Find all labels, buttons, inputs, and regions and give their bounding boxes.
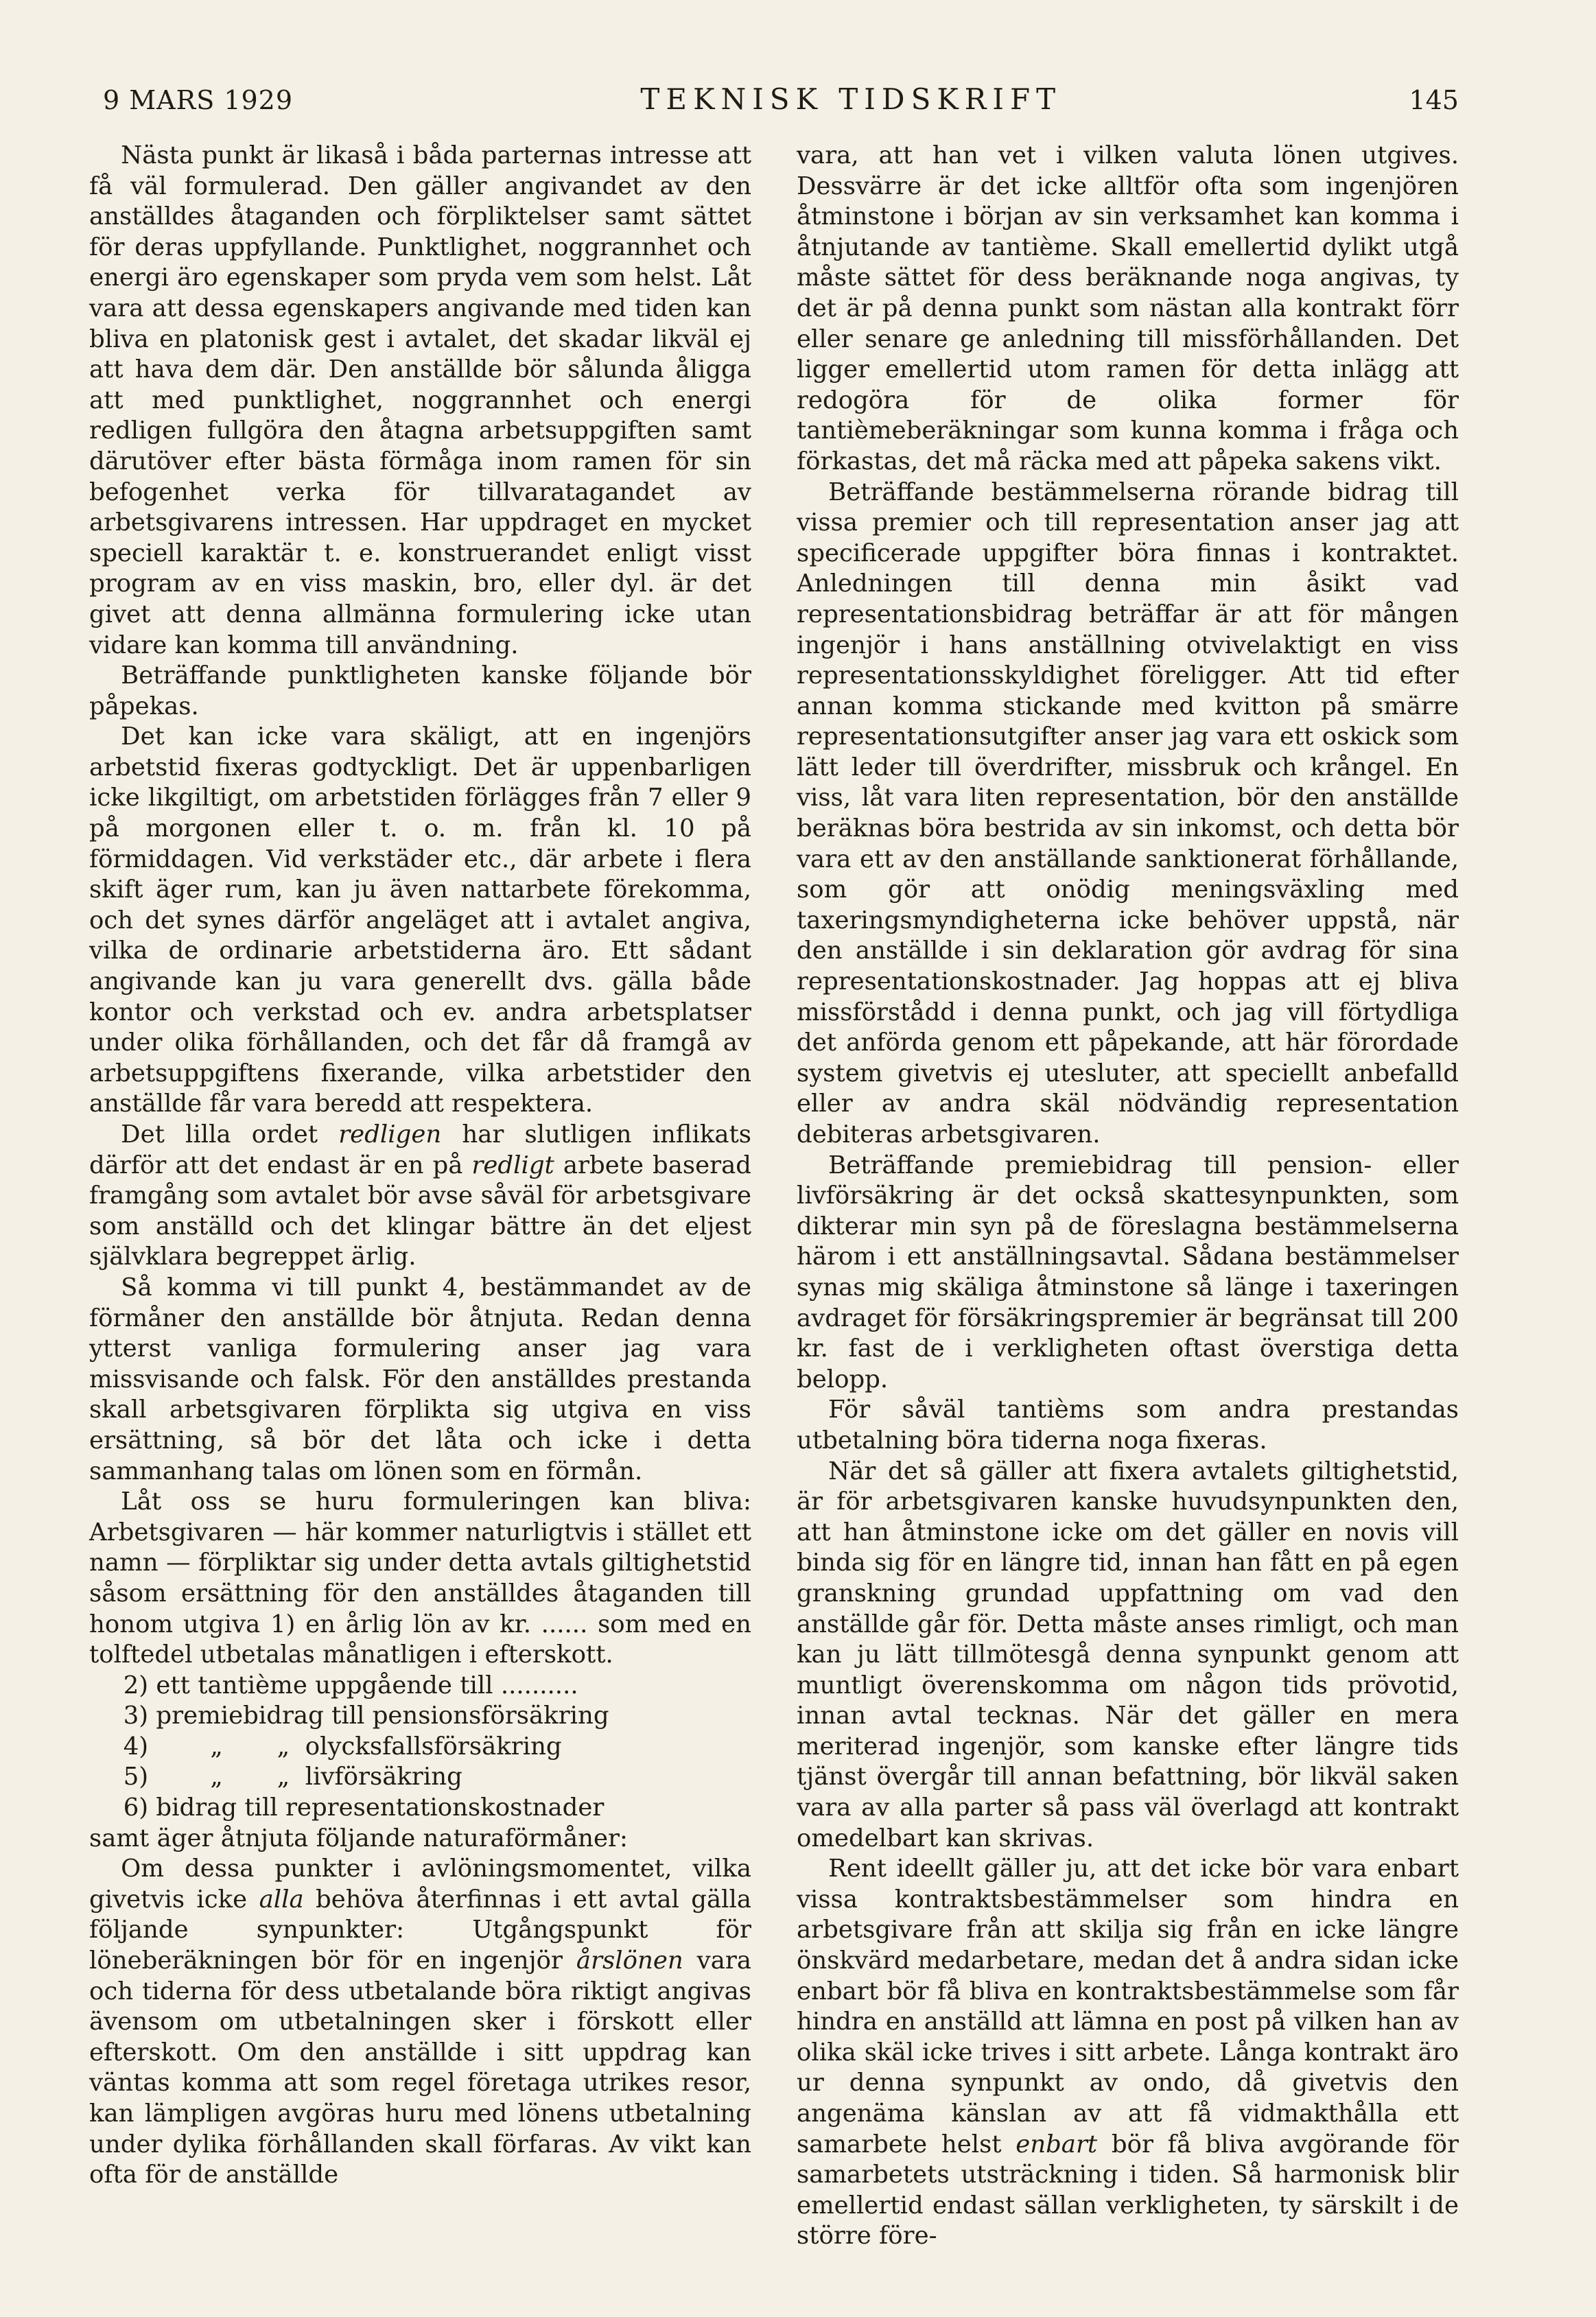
text-run: Rent ideellt gäller ju, att det icke bör vara enbart vissa kontraktsbestämmelser som hindra en arbetsgivare från att skilja sig från en icke längre önskvärd medarbetare, medan det å andra sidan icke enbart bör få bliva en kontraktsbestämmelse som får hindra en anställd att lämna en post på vilken han av olika skäl icke trives i sitt arbete. Långa kontrakt äro ur denna synpunkt av ondo, då givetvis den angenäma känslan av att få vidmakthålla ett samarbete helst [797,1855,1459,2159]
text-run: vara och tiderna för dess utbetalande böra riktigt angivas ävensom om utbetalningen sker i förskott eller efterskott. Om den anställde i sitt uppdrag kan väntas komma att som regel företaga utrikes resor, kan lämpligen avgöras huru med lönens utbetalning under dylika förhållanden skall förfaras. Av vikt kan ofta för de anställde [89,1946,752,2189]
journal-title: TEKNISK TIDSKRIFT [640,82,1062,116]
paragraph: Nästa punkt är likaså i båda parternas intresse att få väl formulerad. Den gäller angivandet av den anställdes åtaganden och förpliktelser samt sättet för deras uppfyllande. Punktlighet, noggrannhet och energi äro egenskaper som pryda vem som helst. Låt vara att dessa egenskapers angivande med tiden kan bliva en platonisk gest i avtalet, det skadar likväl ej att hava dem där. Den anställde bör sålunda åligga att med punktlighet, noggrannhet och energi redligen fullgöra den åtagna arbetsuppgiften samt därutöver efter bästa förmåga inom ramen för sin befogenhet verka för tillvaratagandet av arbetsgivarens intressen. Har uppdraget en mycket speciell karaktär t. e. konstruerandet enligt visst program av en viss maskin, bro, eller dyl. är det givet att denna allmänna formulering icke utan vidare kan komma till användning. [89,141,751,659]
text-run: behöva återfinnas i ett avtal gälla följande synpunkter: Utgångspunkt för löneberäkningen bör för en ingenjör [89,1885,751,1975]
text-run: Det lilla ordet [121,1120,339,1149]
text-run: Om dessa punkter i avlöningsmomentet, vilka givetvis icke [89,1855,751,1914]
text-run: arbete baserad framgång som avtalet bör avse såväl för arbetsgivare som anställd och det klingar bättre än det eljest självklara begreppet ärlig. [89,1151,751,1271]
issue-date: 9 MARS 1929 [103,85,294,115]
text-columns [89,141,1459,2252]
paragraph: Beträffande bestämmelserna rörande bidrag till vissa premier och till representation anser jag att specificerade uppgifter böra finnas i kontraktet. Anledningen till denna min åsikt vad representationsbidrag beträffar är att för mången ingenjör i hans anställning otvivelaktigt en viss representationsskyldighet föreligger. Att tid efter annan komma stickande med kvitton på smärre representationsutgifter anser jag vara ett oskick som lätt leder till överdrifter, missbruk och krångel. En viss, låt vara liten representation, bör den anställde beräknas böra bestrida av sin inkomst, och detta bör vara ett av den anställande sanktionerat förhållande, som gör att onödig meningsväxling med taxeringsmyndigheterna icke behöver uppstå, när den anställde i sin deklaration gör avdrag för sina representationskostnader. Jag hoppas att ej bliva missförstådd i denna punkt, och jag vill förtydliga det anförda genom ett påpekande, att här förordade system givetvis ej utesluter, att speciellt anbefalld eller av andra skäl nödvändig representation debiteras arbetsgivaren. [797,478,1459,1149]
paragraph: För såväl tantièms som andra prestandas utbetalning böra tiderna noga fixeras. [797,1396,1459,1455]
list-item: 2) ett tantième uppgående till .......... [123,1671,578,1699]
paragraph: Det kan icke vara skäligt, att en ingenjörs arbetstid fixeras godtyckligt. Det är uppenbarligen icke likgiltigt, om arbetstiden förlägges från 7 eller 9 på morgonen eller t. o. m. från kl. 10 på förmiddagen. Vid verkstäder etc., där arbete i flera skift äger rum, kan ju även nattarbete förekomma, och det synes därför angeläget att i avtalet angiva, vilka de ordinarie arbetstiderna äro. Ett sådant angivande kan ju vara generellt dvs. gälla både kontor och verkstad och ev. andra arbetsplatser under olika förhållanden, och det får då framgå av arbetsuppgiftens fixerande, vilka arbetstider den anställde får vara beredd att respektera. [89,722,751,1118]
page-number: 145 [1409,85,1459,115]
paragraph: Låt oss se huru formuleringen kan bliva: Arbetsgivaren — här kommer naturligtvis i stället ett namn — förpliktar sig under detta avtals giltighetstid såsom ersättning för den anställdes åtaganden till honom utgiva 1) en årlig lön av kr. ...... som med en tolftedel utbetalas månatligen i efterskott. [89,1487,751,1669]
list-tail: samt äger åtnjuta följande naturaförmåner: [89,1824,628,1853]
emphasis: enbart [1016,2130,1098,2159]
list-item: 3) premiebidrag till pensionsförsäkring [123,1702,609,1730]
paragraph: Beträffande premiebidrag till pension- eller livförsäkring är det också skattesynpunkten, som dikterar min syn på de föreslagna bestämmelserna härom i ett anställningsavtal. Sådana bestämmelser synas mig skäliga åtminstone så länge i taxeringen avdraget för försäkringspremier är begränsat till 200 kr. fast de i verkligheten oftast överstiga detta belopp. [797,1151,1459,1393]
left-column [89,141,751,2252]
emphasis: redligen [338,1120,442,1149]
page-header [103,82,1459,124]
emphasis: redligt [471,1151,554,1179]
paragraph [797,1854,1459,2252]
emphasis: årslönen [576,1946,683,1975]
paragraph: Så komma vi till punkt 4, bestämmandet av de förmåner den anställde bör åtnjuta. Redan denna ytterst vanliga formulering anser jag vara missvisande och falsk. För den anställdes prestanda skall arbetsgivaren förplikta sig utgiva en viss ersättning, så bör det låta och icke i detta sammanhang talas om lönen som en förmån. [89,1273,751,1485]
paragraph [89,1854,751,2191]
paragraph: Beträffande punktligheten kanske följande bör påpekas. [89,661,751,720]
list-item: 5) „ „ livförsäkring [123,1763,462,1791]
paragraph [89,1120,751,1273]
paragraph: När det så gäller att fixera avtalets giltighetstid, är för arbetsgivaren kanske huvudsynpunkten den, att han åtminstone icke om det gäller en novis vill binda sig för en längre tid, innan han fått en på egen granskning grundad uppfattning om vad den anställde går för. Detta måste anses rimligt, och man kan ju lätt tillmötesgå denna synpunkt genom att muntligt överenskomma om någon tids prövotid, innan avtal tecknas. När det gäller en mera meriterad ingenjör, som kanske efter längre tids tjänst övergår till annan befattning, bör likväl saken vara av alla parter så pass väl överlagd att kontrakt omedelbart kan skrivas. [797,1457,1459,1853]
emphasis: alla [259,1885,304,1914]
list-item: 6) bidrag till representationskostnader [123,1793,605,1822]
right-column [797,141,1459,2252]
text-run: har slutligen inflikats därför att det endast är en på [89,1120,751,1179]
text-run: bör få bliva avgörande för samarbetets utsträckning i tiden. Så harmonisk blir emellertid endast sällan verkligheten, ty särskilt i de större före- [797,2130,1459,2250]
list-item: 4) „ „ olycksfallsförsäkring [123,1732,562,1761]
paragraph: vara, att han vet i vilken valuta lönen utgives. Dessvärre är det icke alltför ofta som ingenjören åtminstone i början av sin verksamhet kan komma i åtnjutande av tantième. Skall emellertid dylikt utgå måste sättet för dess beräknande noga angivas, ty det är på denna punkt som nästan alla kontrakt förr eller senare ge anledning till missförhållanden. Det ligger emellertid utom ramen för detta inlägg att redogöra för de olika former för tantièmeberäkningar som kunna komma i fråga och förkastas, det må räcka med att påpeka sakens vikt. [797,141,1459,475]
